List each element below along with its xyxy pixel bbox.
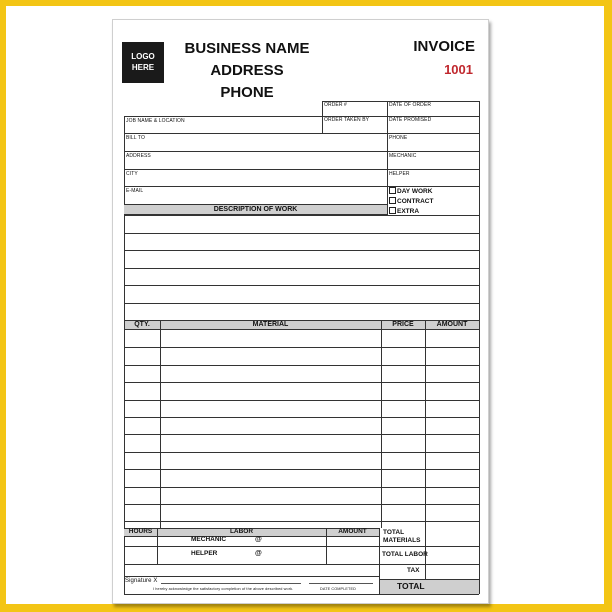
job-name-label: JOB NAME & LOCATION: [126, 118, 185, 124]
extra-label: EXTRA: [397, 208, 420, 215]
description-header-label: DESCRIPTION OF WORK: [213, 206, 298, 213]
checkbox-icon[interactable]: [389, 197, 396, 204]
labor-helper-label: HELPER: [191, 550, 218, 557]
signature-label: Signature X: [125, 578, 158, 584]
work-type-options: [389, 187, 479, 217]
day-work-option[interactable]: [389, 187, 479, 197]
business-header: [168, 38, 326, 104]
date-completed-field[interactable]: [309, 576, 373, 584]
logo-box: [122, 42, 164, 83]
address-label: ADDRESS: [126, 153, 151, 159]
logo-text-line2: HERE: [131, 63, 155, 72]
labor-mechanic-at: @: [255, 536, 262, 543]
business-address: ADDRESS: [210, 62, 284, 79]
contract-option[interactable]: [389, 197, 479, 207]
contract-label: CONTRACT: [397, 198, 434, 205]
date-promised-label: DATE PROMISED: [389, 117, 432, 123]
logo-text-line1: LOGO: [131, 52, 155, 61]
phone-label: PHONE: [389, 135, 408, 141]
date-completed-label: DATE COMPLETED: [320, 587, 356, 591]
price-header: PRICE: [392, 321, 414, 328]
helper-label: HELPER: [389, 171, 410, 177]
mechanic-label: MECHANIC: [389, 153, 417, 159]
invoice-form: [112, 19, 489, 604]
invoice-title: INVOICE: [413, 38, 475, 55]
business-name: BUSINESS NAME: [184, 40, 310, 57]
total-labor-label: TOTAL LABOR: [382, 551, 428, 558]
labor-helper-at: @: [255, 550, 262, 557]
labor-header-label: LABOR: [229, 528, 254, 535]
checkbox-icon[interactable]: [389, 187, 396, 194]
signature-acknowledgement: I hereby acknowledge the satisfactory completion of the above described work.: [153, 587, 294, 591]
hours-header: HOURS: [128, 528, 153, 535]
qty-header: QTY.: [134, 321, 150, 328]
description-header: [124, 205, 387, 215]
signature-field[interactable]: [161, 576, 301, 584]
order-number-label: ORDER #: [324, 102, 347, 108]
tax-label: TAX: [407, 567, 420, 574]
total-materials-label: TOTAL MATERIALS: [383, 529, 421, 544]
amount-header: AMOUNT: [436, 321, 468, 328]
total-label: TOTAL: [397, 581, 425, 591]
bill-to-label: BILL TO: [126, 135, 145, 141]
total-row: [380, 580, 479, 594]
day-work-label: DAY WORK: [397, 188, 433, 195]
invoice-number: 1001: [444, 62, 473, 77]
date-of-order-label: DATE OF ORDER: [389, 102, 432, 108]
email-label: E-MAIL: [126, 188, 144, 194]
material-header: MATERIAL: [252, 321, 289, 328]
checkbox-icon[interactable]: [389, 207, 396, 214]
labor-mechanic-label: MECHANIC: [191, 536, 227, 543]
labor-amount-header: AMOUNT: [338, 528, 367, 535]
order-taken-by-label: ORDER TAKEN BY: [324, 117, 370, 123]
business-phone: PHONE: [220, 84, 274, 101]
city-label: CITY: [126, 171, 138, 177]
